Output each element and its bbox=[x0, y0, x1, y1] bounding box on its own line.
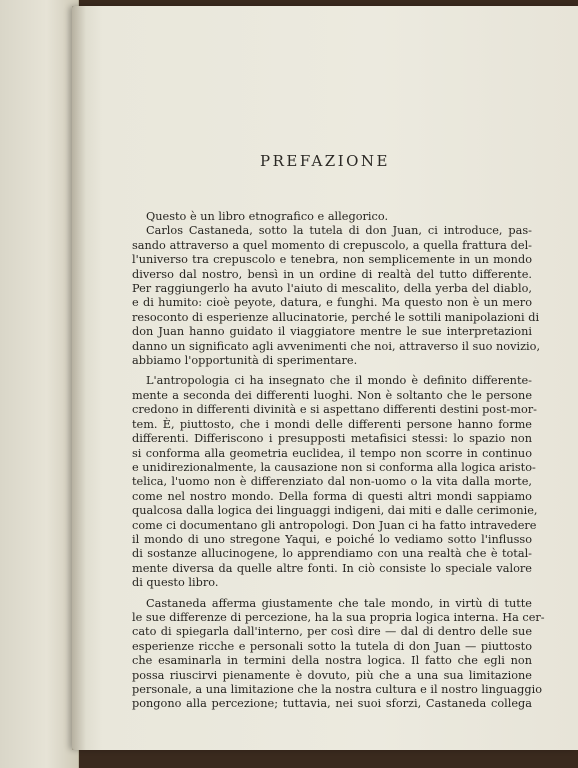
text-line: danno un significato agli avvenimenti che noi, attraverso il suo novizio, bbox=[132, 339, 541, 353]
text-line: credono in differenti divinità e si aspettano differenti destini post-mor- bbox=[132, 403, 537, 417]
text-line: di sostanze allucinogene, lo apprendiamo con una realtà che è total- bbox=[132, 547, 532, 561]
text-line: come ci documentano gli antropologi. Don Juan ci ha fatto intravedere bbox=[132, 518, 537, 532]
text-line: qualcosa dalla logica dei linguaggi indigeni, dai miti e dalle cerimonie, bbox=[132, 504, 538, 518]
body-text bbox=[132, 210, 545, 712]
text-line: personale, a una limitazione che la nostra cultura e il nostro linguaggio bbox=[132, 683, 542, 696]
text-line: mente diversa da quelle altre fonti. In ciò consiste lo speciale valore bbox=[132, 561, 532, 575]
previous-page-edge bbox=[0, 0, 79, 768]
text-line: Carlos Castaneda, sotto la tutela di don Juan, ci introduce, pas- bbox=[146, 224, 532, 238]
text-line: L'antropologia ci ha insegnato che il mondo è definito differente- bbox=[146, 374, 532, 388]
text-line: che esaminarla in termini della nostra logica. Il fatto che egli non bbox=[132, 654, 532, 668]
text-line: le sue differenze di percezione, ha la sua propria logica interna. Ha cer- bbox=[132, 610, 545, 624]
text-line: resoconto di esperienze allucinatorie, perché le sottili manipolazioni di bbox=[132, 310, 540, 324]
text-line: differenti. Differiscono i presupposti metafisici stessi: lo spazio non bbox=[132, 432, 532, 446]
text-line: diverso dal nostro, bensì in un ordine di realtà del tutto differente. bbox=[132, 267, 532, 281]
text-line: sando attraverso a quel momento di crepuscolo, a quella frattura del- bbox=[132, 238, 532, 252]
text-line: e unidirezionalmente, la causazione non si conforma alla logica aristo- bbox=[132, 460, 536, 474]
text-line: possa riuscirvi pienamente è dovuto, più che a una sua limitazione bbox=[132, 668, 532, 682]
text-line: e di humito: cioè peyote, datura, e funghi. Ma questo non è un mero bbox=[132, 296, 532, 310]
book-page bbox=[72, 6, 578, 750]
text-line: il mondo di uno stregone Yaqui, e poiché lo vediamo sotto l'influsso bbox=[132, 532, 532, 546]
text-line: cato di spiegarla dall'interno, per così dire — dal di dentro delle sue bbox=[132, 625, 532, 639]
text-line: di questo libro. bbox=[132, 576, 219, 590]
text-line: si conforma alla geometria euclidea, il tempo non scorre in continuo bbox=[132, 446, 532, 460]
text-line: Per raggiungerlo ha avuto l'aiuto di mescalito, della yerba del diablo, bbox=[132, 282, 532, 296]
text-line: abbiamo l'opportunità di sperimentare. bbox=[132, 354, 358, 368]
text-line: pongono alla percezione; tuttavia, nei suoi sforzi, Castaneda collega bbox=[132, 697, 532, 711]
text-line: Castaneda afferma giustamente che tale mondo, in virtù di tutte bbox=[146, 596, 532, 610]
text-line: Questo è un libro etnografico e allegorico. bbox=[146, 210, 389, 223]
text-line: mente a seconda dei differenti luoghi. Non è soltanto che le persone bbox=[132, 388, 532, 402]
text-line: don Juan hanno guidato il viaggiatore mentre le sue interpretazioni bbox=[132, 325, 532, 339]
text-line: telica, l'uomo non è differenziato dal non-uomo o la vita dalla morte, bbox=[132, 475, 532, 489]
page-title: PREFAZIONE bbox=[260, 152, 390, 170]
text-line: come nel nostro mondo. Della forma di questi altri mondi sappiamo bbox=[132, 489, 532, 503]
text-line: l'universo tra crepuscolo e tenebra, non semplicemente in un mondo bbox=[132, 253, 532, 267]
text-line: tem. È, piuttosto, che i mondi delle differenti persone hanno forme bbox=[132, 417, 532, 431]
text-line: esperienze ricche e personali sotto la tutela di don Juan — piuttosto bbox=[132, 639, 532, 653]
page-gutter-shadow bbox=[72, 6, 86, 750]
